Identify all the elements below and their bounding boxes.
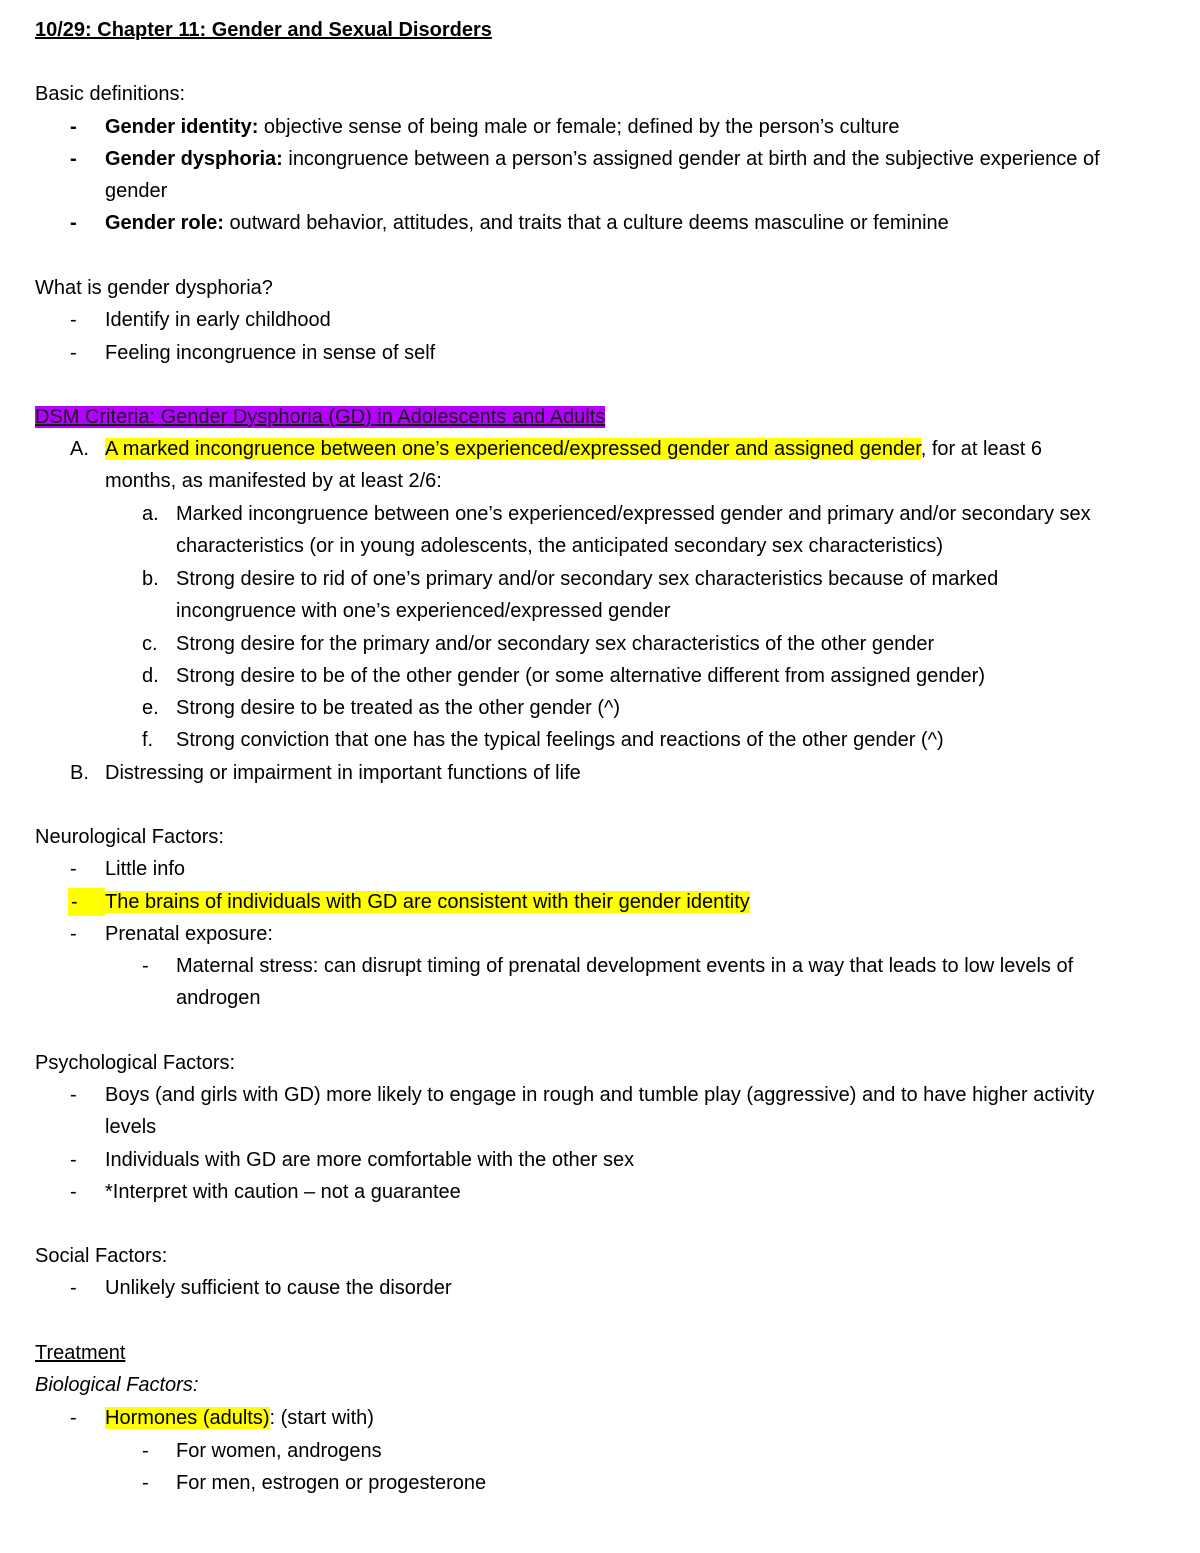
page-title: 10/29: Chapter 11: Gender and Sexual Disorders	[35, 19, 492, 41]
sub-criterion-marker: c.	[142, 633, 158, 655]
bullet-dash: -	[70, 1149, 77, 1171]
psychological-heading: Psychological Factors:	[35, 1052, 236, 1074]
sub-criterion-line: incongruence with one’s experienced/expressed gender	[176, 600, 671, 622]
social-heading: Social Factors:	[35, 1245, 168, 1267]
bullet-dash: -	[142, 1472, 149, 1494]
bullet-dash: -	[70, 309, 77, 331]
definition-text: objective sense of being male or female; defined by the person’s culture	[258, 116, 900, 138]
bullet-dash: -	[70, 1277, 77, 1299]
sub-criterion-marker: d.	[142, 665, 159, 687]
criterion-a	[105, 435, 1042, 463]
bullet-dash: -	[70, 116, 77, 138]
list-item: Prenatal exposure:	[105, 923, 273, 945]
hormones-highlight: Hormones (adults)	[105, 1407, 270, 1429]
definition-term: Gender identity:	[105, 116, 259, 138]
definition-term: Gender dysphoria:	[105, 148, 283, 170]
criterion-marker: B.	[70, 762, 89, 784]
definition-gender-identity	[105, 113, 899, 141]
sub-criterion-line: Marked incongruence between one’s experienced/expressed gender and primary and/or secondary sex	[176, 503, 1091, 525]
bullet-dash: -	[142, 1440, 149, 1462]
sub-list-item: Maternal stress: can disrupt timing of prenatal development events in a way that leads to low levels of	[176, 955, 1074, 977]
bullet-dash: -	[70, 1407, 77, 1429]
bullet-dash: -	[70, 1084, 77, 1106]
list-item: Little info	[105, 858, 186, 880]
definition-gender-role	[105, 209, 949, 237]
sub-criterion-marker: e.	[142, 697, 159, 719]
list-item: Feeling incongruence in sense of self	[105, 342, 436, 364]
criterion-marker: A.	[70, 438, 89, 460]
neurological-heading: Neurological Factors:	[35, 826, 224, 848]
criterion-b: Distressing or impairment in important functions of life	[105, 762, 581, 784]
sub-criterion-marker: b.	[142, 568, 159, 590]
list-item-continuation: levels	[105, 1116, 157, 1138]
basic-definitions-heading: Basic definitions:	[35, 83, 186, 105]
sub-criterion-line: characteristics (or in young adolescents, the anticipated secondary sex characteristics)	[176, 535, 944, 557]
bullet-dash: -	[70, 212, 77, 234]
bullet-dash: -	[142, 955, 149, 977]
definition-gender-dysphoria	[105, 145, 1100, 173]
sub-criterion-line: Strong desire for the primary and/or secondary sex characteristics of the other gender	[176, 633, 935, 655]
list-item: Identify in early childhood	[105, 309, 331, 331]
sub-criterion-line: Strong desire to be of the other gender (or some alternative different from assigned gender)	[176, 665, 985, 687]
biological-factors-subheading: Biological Factors:	[35, 1374, 199, 1396]
dsm-heading	[35, 403, 605, 431]
definition-continuation: gender	[105, 180, 168, 202]
sub-list-item: For women, androgens	[176, 1440, 382, 1462]
criterion-a-highlight: A marked incongruence between one’s experienced/expressed gender and assigned gender	[105, 438, 921, 460]
bullet-dash: -	[70, 1181, 77, 1203]
bullet-dash: -	[70, 923, 77, 945]
list-item: *Interpret with caution – not a guarantee	[105, 1181, 461, 1203]
criterion-a-rest: , for at least 6	[920, 438, 1042, 460]
definition-text: outward behavior, attitudes, and traits that a culture deems masculine or feminine	[223, 212, 949, 234]
sub-criterion-marker: f.	[142, 729, 154, 751]
definition-term: Gender role:	[105, 212, 224, 234]
sub-list-item-continuation: androgen	[176, 987, 261, 1009]
sub-criterion-line: Strong conviction that one has the typical feelings and reactions of the other gender (^)	[176, 729, 944, 751]
list-item	[105, 1404, 374, 1432]
treatment-heading: Treatment	[35, 1342, 126, 1364]
definition-text: incongruence between a person’s assigned gender at birth and the subjective experience of	[282, 148, 1100, 170]
sub-criterion-line: Strong desire to rid of one’s primary and/or secondary sex characteristics because of marked	[176, 568, 999, 590]
highlight-text: The brains of individuals with GD are consistent with their gender identity	[105, 891, 750, 913]
list-item: Individuals with GD are more comfortable with the other sex	[105, 1149, 635, 1171]
criterion-a-continuation: months, as manifested by at least 2/6:	[105, 470, 442, 492]
bullet-dash: -	[70, 148, 77, 170]
highlight-gap	[78, 888, 105, 916]
list-item: Unlikely sufficient to cause the disorder	[105, 1277, 452, 1299]
bullet-dash: -	[68, 888, 81, 916]
bullet-dash: -	[70, 342, 77, 364]
list-item-highlighted	[105, 888, 750, 916]
what-is-gd-heading: What is gender dysphoria?	[35, 277, 273, 299]
hormones-rest: : (start with)	[269, 1407, 374, 1429]
dsm-heading-text: DSM Criteria: Gender Dysphoria (GD) in Adolescents and Adults	[35, 406, 606, 428]
sub-criterion-marker: a.	[142, 503, 159, 525]
bullet-dash: -	[70, 858, 77, 880]
sub-criterion-line: Strong desire to be treated as the other gender (^)	[176, 697, 621, 719]
list-item: Boys (and girls with GD) more likely to engage in rough and tumble play (aggressive) and to have higher activity	[105, 1084, 1095, 1106]
sub-list-item: For men, estrogen or progesterone	[176, 1472, 487, 1494]
